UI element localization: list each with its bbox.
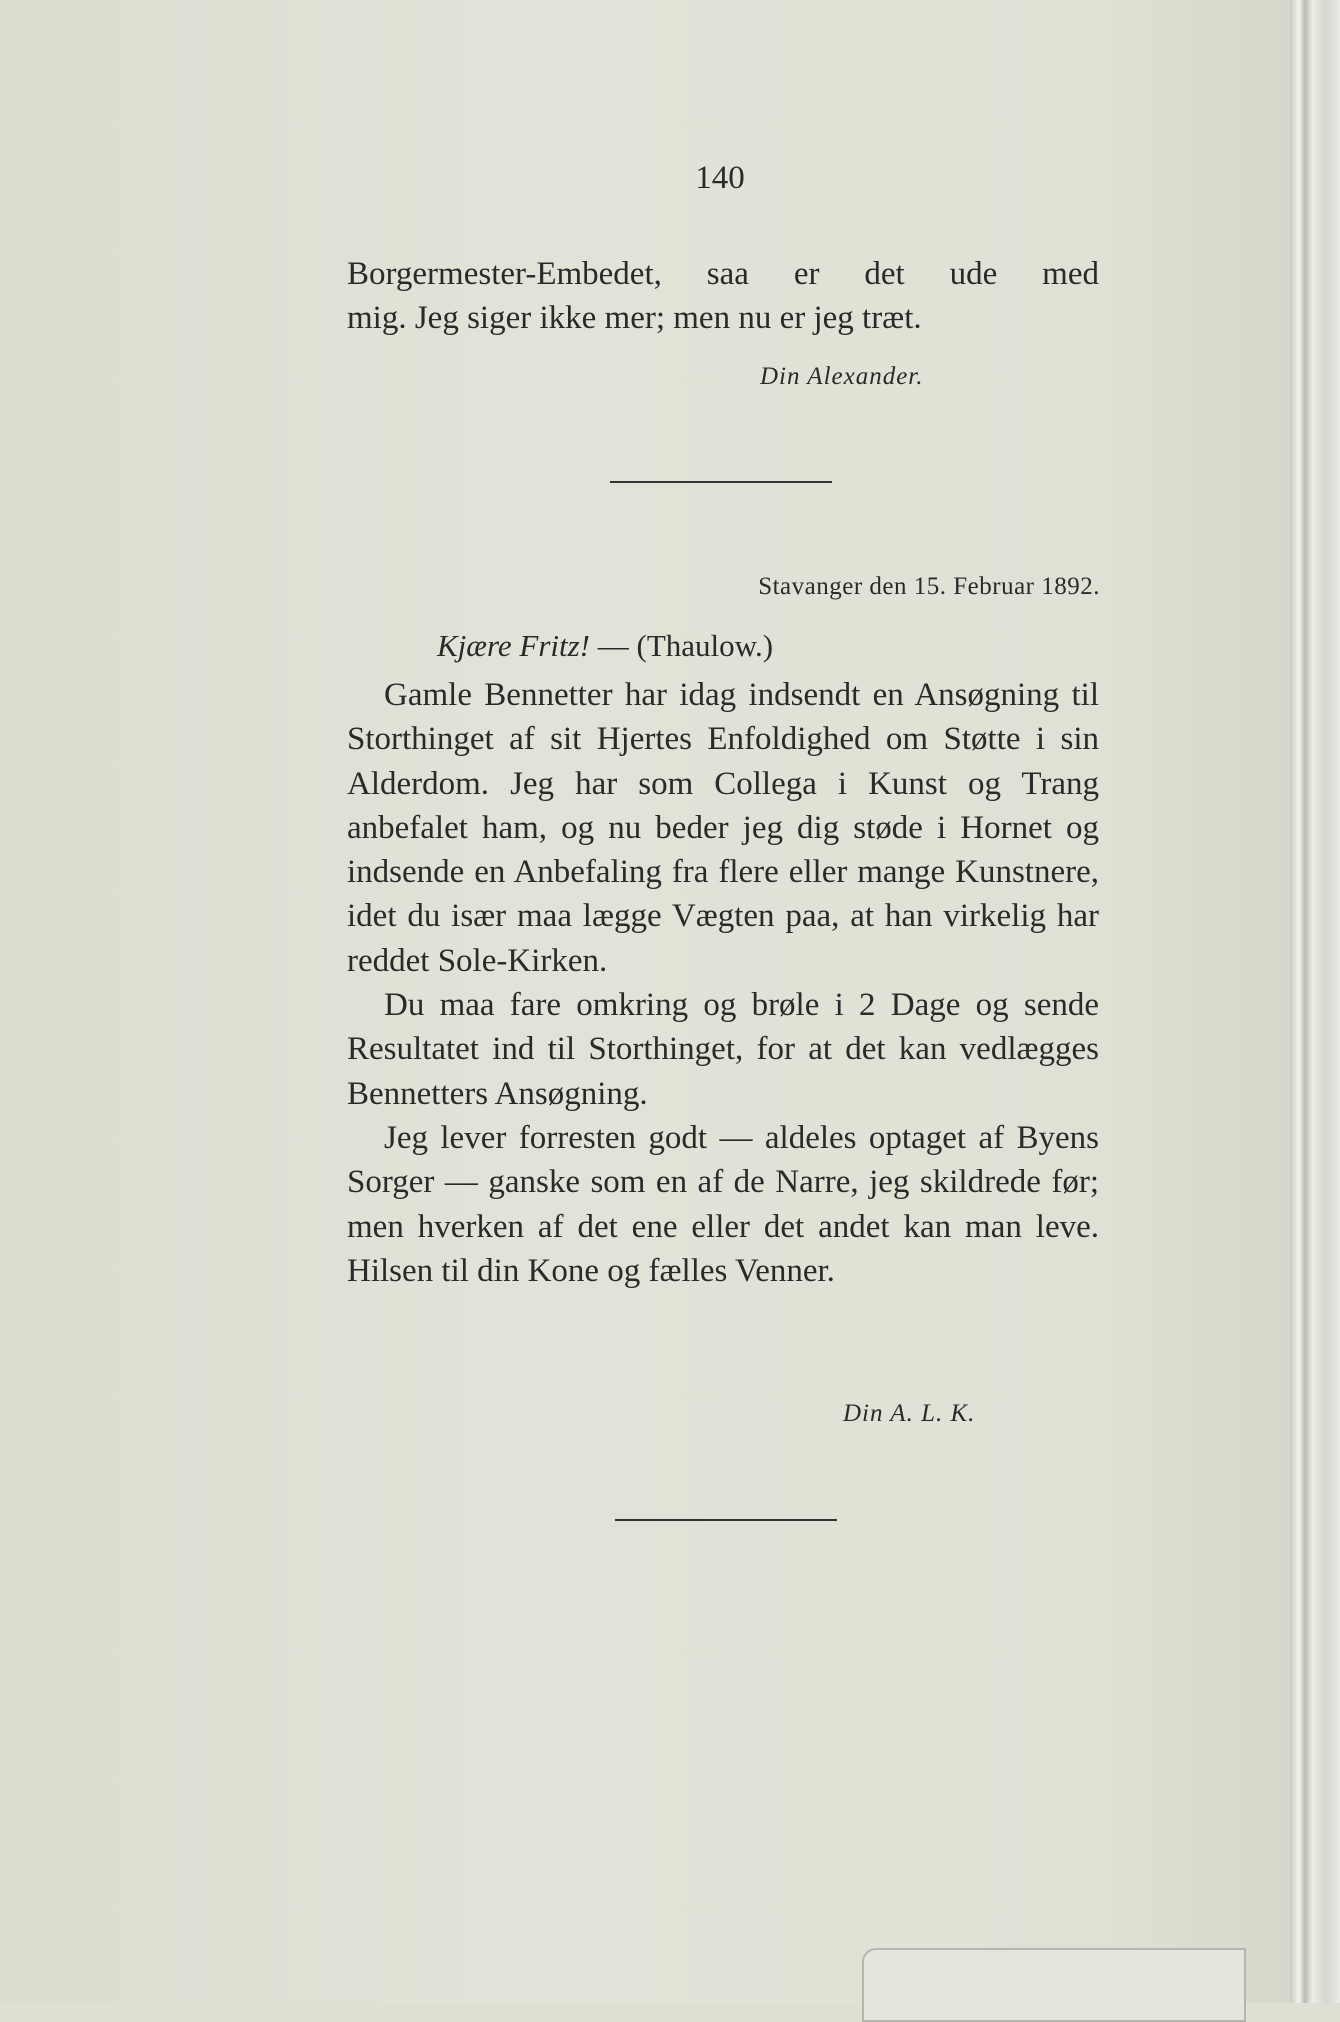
section-divider-end <box>615 1519 837 1521</box>
letter2-paragraph: Jeg lever forresten godt — aldeles optaget af Byens Sorger — ganske som en af de Narre, jeg skildrede før; men hverken af det ene eller det andet kan man leve. Hilsen til din Kone og fælles Venner. <box>347 1119 1099 1289</box>
letter1-text <box>347 252 1099 341</box>
letter2-signature: Din A. L. K. <box>843 1400 976 1427</box>
letter2-dateline: Stavanger den 15. Februar 1892. <box>758 573 1100 600</box>
letter2-paragraph: Du maa fare omkring og brøle i 2 Dage og sende Resultatet ind til Storthinget, for at det kan vedlægges Bennetters Ansøgning. <box>347 987 1099 1112</box>
letter1-line: Borgermester-Embedet, saa er det ude med <box>347 256 1099 292</box>
letter2-body <box>347 673 1099 1293</box>
letter1-signature: Din Alexander. <box>760 363 924 390</box>
page-number: 140 <box>695 160 745 196</box>
page-tab-marker <box>862 1948 1246 2022</box>
page-edge <box>1290 0 1340 2003</box>
letter1-line: mig. Jeg siger ikke mer; men nu er jeg træt. <box>347 300 922 337</box>
section-divider <box>610 481 832 483</box>
letter2-salutation <box>437 628 773 664</box>
salutation-name: Kjære Fritz! <box>437 628 591 663</box>
letter2-paragraph: Gamle Bennetter har idag indsendt en Ansøgning til Storthinget af sit Hjertes Enfoldighed om Støtte i sin Alderdom. Jeg har som Collega i Kunst og Trang anbefalet ham, og nu beder jeg dig støde i Hornet og indsende en Anbefaling fra flere eller mange Kunstnere, idet du især maa lægge Vægten paa, at han virkelig har reddet Sole-Kirken. <box>347 677 1099 979</box>
salutation-recipient: — (Thaulow.) <box>597 628 774 663</box>
